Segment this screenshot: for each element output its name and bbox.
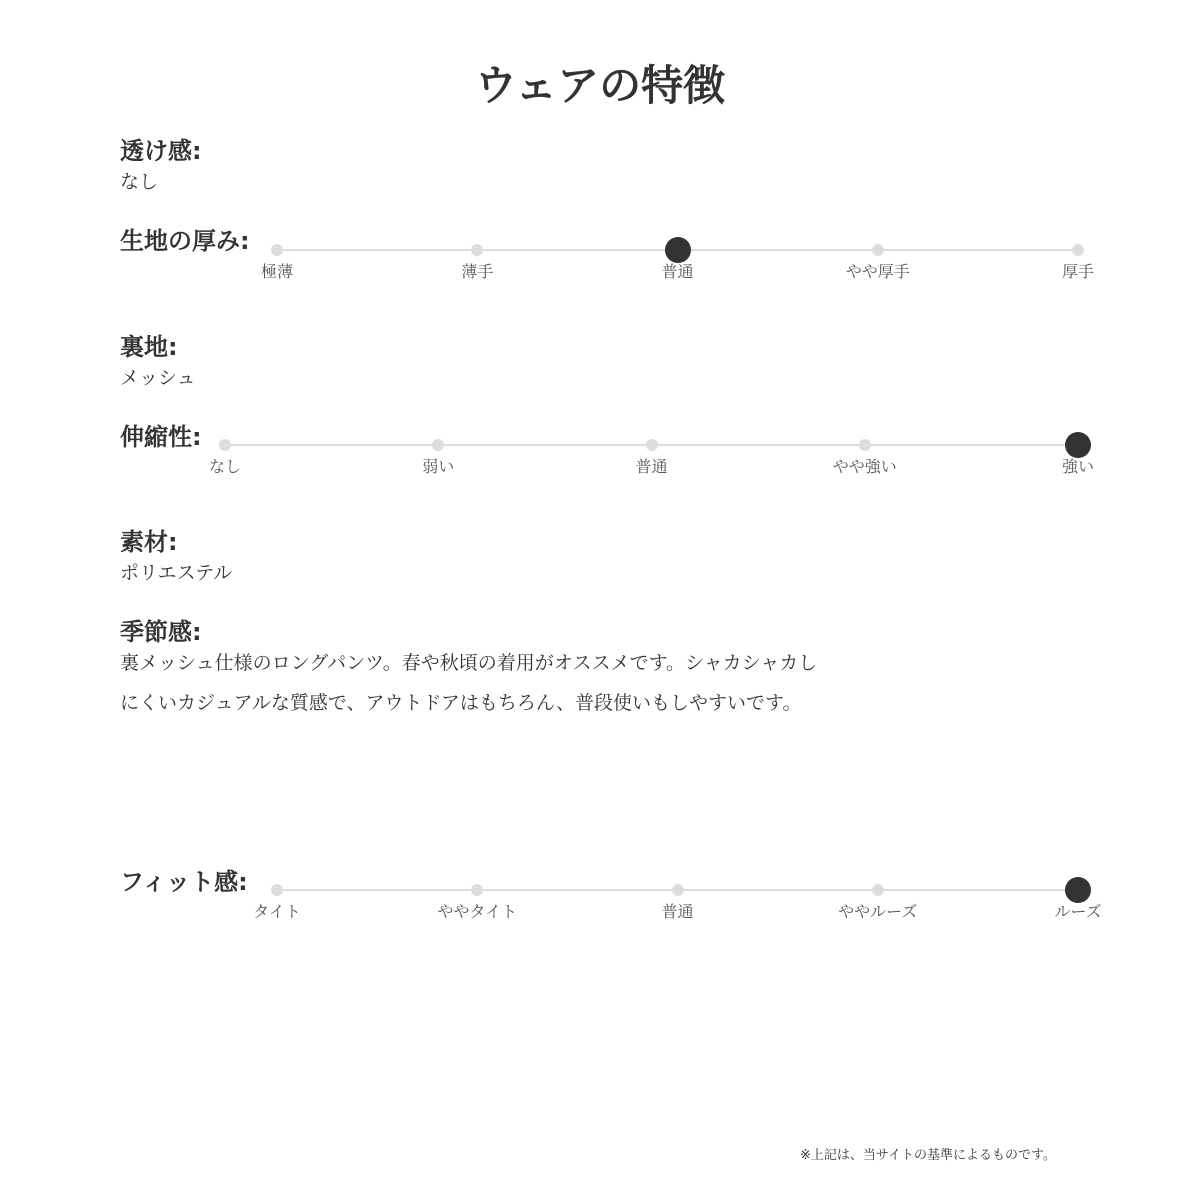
thickness-scale-marker bbox=[471, 244, 483, 256]
fit-scale-option-label: 普通 bbox=[661, 902, 694, 921]
fit-scale-marker-selected bbox=[1065, 877, 1091, 903]
footnote: ※上記は、当サイトの基準によるものです。 bbox=[800, 1148, 1056, 1163]
thickness-scale-marker bbox=[1072, 244, 1084, 256]
season-description bbox=[120, 643, 880, 723]
thickness-scale-option-label: 極薄 bbox=[260, 262, 293, 281]
thickness-scale-marker-selected bbox=[665, 237, 691, 263]
fit-scale-option-label: ややタイト bbox=[437, 902, 518, 921]
material-label: 素材: bbox=[120, 528, 178, 556]
transparency-value: なし bbox=[120, 171, 159, 193]
thickness-label: 生地の厚み: bbox=[120, 227, 250, 255]
stretch-scale-marker bbox=[646, 439, 658, 451]
thickness-scale-marker bbox=[872, 244, 884, 256]
fit-scale-marker bbox=[672, 884, 684, 896]
season-description-line: 裏メッシュ仕様のロングパンツ。春や秋頃の着用がオススメです。シャカシャカし bbox=[120, 652, 818, 674]
stretch-scale-option-label: やや強い bbox=[832, 457, 897, 476]
season-label: 季節感: bbox=[120, 618, 202, 646]
stretch-scale-marker-selected bbox=[1065, 432, 1091, 458]
transparency-label: 透け感: bbox=[120, 137, 202, 165]
fit-scale-option-label: ややルーズ bbox=[838, 902, 918, 921]
stretch-scale-marker bbox=[432, 439, 444, 451]
fit-scale-marker bbox=[271, 884, 283, 896]
thickness-scale-option-label: 普通 bbox=[661, 262, 694, 281]
material-value: ポリエステル bbox=[120, 562, 233, 584]
stretch-scale-option-label: 普通 bbox=[635, 457, 668, 476]
stretch-scale-option-label: 強い bbox=[1061, 457, 1094, 476]
stretch-scale-marker bbox=[859, 439, 871, 451]
fit-scale-marker bbox=[471, 884, 483, 896]
thickness-scale-option-label: 薄手 bbox=[461, 262, 494, 281]
stretch-scale-option-label: なし bbox=[208, 457, 241, 476]
lining-value: メッシュ bbox=[120, 367, 196, 389]
fit-label: フィット感: bbox=[120, 868, 248, 896]
fit-scale-marker bbox=[872, 884, 884, 896]
thickness-scale-marker bbox=[271, 244, 283, 256]
stretch-label: 伸縮性: bbox=[120, 423, 202, 451]
lining-label: 裏地: bbox=[120, 333, 178, 361]
season-description-line: にくいカジュアルな質感で、アウトドアはもちろん、普段使いもしやすいです。 bbox=[120, 692, 802, 714]
page-title: ウェアの特徴 bbox=[474, 61, 726, 110]
stretch-scale-marker bbox=[219, 439, 231, 451]
thickness-scale-option-label: やや厚手 bbox=[845, 262, 910, 281]
fit-scale-option-label: タイト bbox=[253, 902, 301, 921]
thickness-scale-option-label: 厚手 bbox=[1061, 262, 1094, 281]
stretch-scale-option-label: 弱い bbox=[422, 457, 455, 476]
fit-scale-option-label: ルーズ bbox=[1054, 902, 1102, 921]
